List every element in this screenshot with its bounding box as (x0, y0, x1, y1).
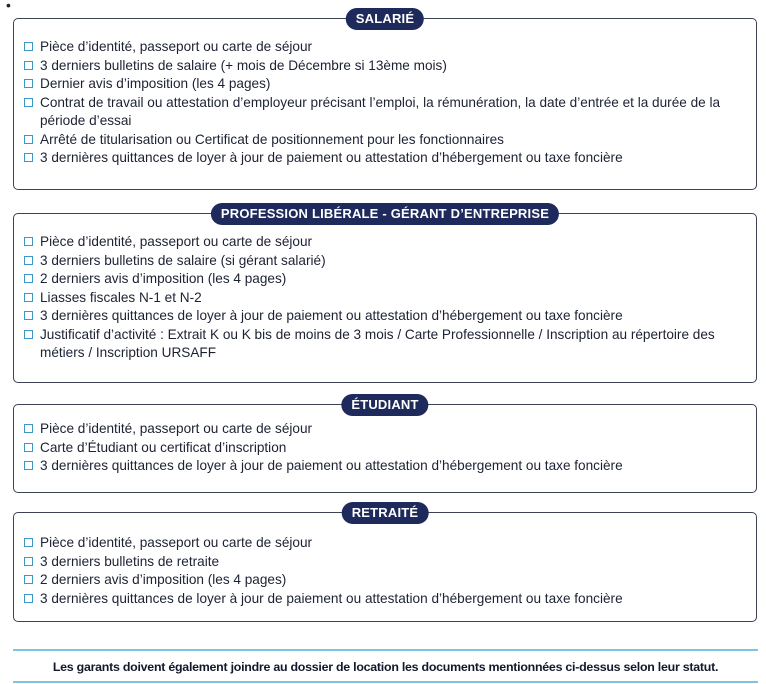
checkbox-icon (24, 237, 33, 246)
checkbox-icon (24, 538, 33, 547)
section-title-retraite: RETRAITÉ (342, 502, 429, 524)
checkbox-icon (24, 594, 33, 603)
list-item: 2 derniers avis d’imposition (les 4 pages) (14, 571, 756, 590)
checkbox-icon (24, 135, 33, 144)
checkbox-icon (24, 330, 33, 339)
footer-top-divider (13, 649, 758, 651)
checkbox-icon (24, 443, 33, 452)
checkbox-icon (24, 311, 33, 320)
list-item: 3 derniers bulletins de salaire (si gérant salarié) (14, 252, 756, 271)
list-item: 3 dernières quittances de loyer à jour de paiement ou attestation d’hébergement ou taxe foncière (14, 149, 756, 168)
checkbox-icon (24, 293, 33, 302)
list-item: 3 dernières quittances de loyer à jour de paiement ou attestation d’hébergement ou taxe foncière (14, 307, 756, 326)
section-title-etudiant: ÉTUDIANT (341, 394, 428, 416)
list-item: 2 derniers avis d’imposition (les 4 pages) (14, 270, 756, 289)
footer-note: Les garants doivent également joindre au dossier de location les documents mentionnées ci-dessus selon leur statut. (52, 660, 719, 674)
footer-bottom-divider (13, 681, 758, 683)
section-salarie (13, 11, 757, 190)
checkbox-icon (24, 256, 33, 265)
document-list-salarie (14, 38, 756, 168)
list-item: Liasses fiscales N-1 et N-2 (14, 289, 756, 308)
list-item: 3 derniers bulletins de salaire (+ mois de Décembre si 13ème mois) (14, 57, 756, 76)
checkbox-icon (24, 42, 33, 51)
document-list-profession-liberale (14, 233, 756, 363)
checkbox-icon (24, 61, 33, 70)
document-list-etudiant (14, 420, 756, 476)
checkbox-icon (24, 575, 33, 584)
checkbox-icon (24, 79, 33, 88)
document-list-retraite (14, 534, 756, 608)
section-etudiant (13, 397, 757, 493)
list-item: Justificatif d’activité : Extrait K ou K bis de moins de 3 mois / Carte Professionnelle / Inscription au répertoire des métiers / Inscription URSAFF (14, 326, 756, 363)
list-item: Carte d’Étudiant ou certificat d’inscription (14, 439, 756, 458)
checkbox-icon (24, 98, 33, 107)
section-title-profession-liberale: PROFESSION LIBÉRALE - GÉRANT D’ENTREPRISE (211, 203, 559, 225)
list-item: Pièce d’identité, passeport ou carte de séjour (14, 38, 756, 57)
section-profession-liberale (13, 206, 757, 383)
section-title-salarie: SALARIÉ (346, 8, 424, 30)
checkbox-icon (24, 424, 33, 433)
list-item: Pièce d’identité, passeport ou carte de séjour (14, 233, 756, 252)
list-item: 3 dernières quittances de loyer à jour de paiement ou attestation d’hébergement ou taxe foncière (14, 457, 756, 476)
checkbox-icon (24, 461, 33, 470)
list-item: Contrat de travail ou attestation d’employeur précisant l’emploi, la rémunération, la date d’entrée et la durée de la période d’essai (14, 94, 756, 131)
checkbox-icon (24, 274, 33, 283)
list-item: 3 derniers bulletins de retraite (14, 553, 756, 572)
checkbox-icon (24, 557, 33, 566)
list-item: Arrêté de titularisation ou Certificat de positionnement pour les fonctionnaires (14, 131, 756, 150)
section-retraite (13, 505, 757, 622)
list-item: Pièce d’identité, passeport ou carte de séjour (14, 420, 756, 439)
list-item: 3 dernières quittances de loyer à jour de paiement ou attestation d’hébergement ou taxe foncière (14, 590, 756, 609)
bullet-dot: • (6, 0, 11, 13)
list-item: Dernier avis d’imposition (les 4 pages) (14, 75, 756, 94)
list-item: Pièce d’identité, passeport ou carte de séjour (14, 534, 756, 553)
checkbox-icon (24, 153, 33, 162)
